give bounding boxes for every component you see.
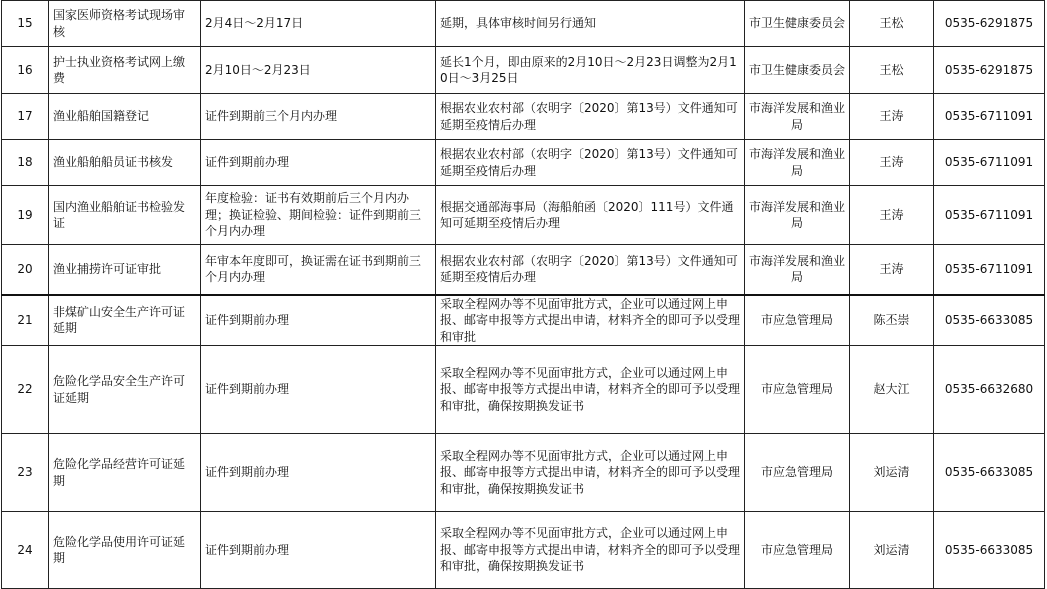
contact-person: 王涛	[850, 140, 934, 186]
row-number: 18	[2, 140, 49, 186]
contact-person: 王涛	[850, 186, 934, 245]
row-number: 21	[2, 295, 49, 346]
table-row	[2, 1, 1045, 47]
contact-phone: 0535-6291875	[934, 1, 1045, 47]
contact-phone: 0535-6633085	[934, 434, 1045, 512]
row-number: 22	[2, 346, 49, 434]
row-number: 20	[2, 245, 49, 295]
department: 市应急管理局	[745, 346, 850, 434]
contact-phone: 0535-6633085	[934, 512, 1045, 589]
table-row	[2, 512, 1045, 589]
item-name: 国家医师资格考试现场审核	[49, 1, 201, 47]
row-number: 19	[2, 186, 49, 245]
handling-period: 证件到期前办理	[201, 512, 436, 589]
contact-phone: 0535-6291875	[934, 47, 1045, 94]
contact-person: 王松	[850, 47, 934, 94]
row-number: 24	[2, 512, 49, 589]
policy-text: 采取全程网办等不见面审批方式，企业可以通过网上申报、邮寄申报等方式提出申请，材料齐全的即可予以受理和审批，确保按期换发证书	[436, 434, 745, 512]
department: 市海洋发展和渔业局	[745, 245, 850, 295]
handling-period: 年度检验：证书有效期前后三个月内办理；换证检验、期间检验：证件到期前三个月内办理	[201, 186, 436, 245]
row-number: 15	[2, 1, 49, 47]
table-row	[2, 346, 1045, 434]
handling-period: 2月10日～2月23日	[201, 47, 436, 94]
department: 市应急管理局	[745, 512, 850, 589]
table-row	[2, 94, 1045, 140]
department: 市海洋发展和渔业局	[745, 94, 850, 140]
contact-person: 赵大江	[850, 346, 934, 434]
contact-person: 刘运清	[850, 434, 934, 512]
department: 市应急管理局	[745, 434, 850, 512]
department: 市应急管理局	[745, 295, 850, 346]
handling-period: 2月4日～2月17日	[201, 1, 436, 47]
row-number: 16	[2, 47, 49, 94]
policy-text: 采取全程网办等不见面审批方式，企业可以通过网上申报、邮寄申报等方式提出申请，材料齐全的即可予以受理和审批	[436, 295, 745, 346]
handling-period: 证件到期前办理	[201, 434, 436, 512]
contact-phone: 0535-6711091	[934, 245, 1045, 295]
policy-text: 采取全程网办等不见面审批方式，企业可以通过网上申报、邮寄申报等方式提出申请，材料齐全的即可予以受理和审批，确保按期换发证书	[436, 512, 745, 589]
table-row	[2, 434, 1045, 512]
item-name: 危险化学品经营许可证延期	[49, 434, 201, 512]
item-name: 渔业船舶船员证书核发	[49, 140, 201, 186]
table-row	[2, 295, 1045, 346]
item-name: 渔业捕捞许可证审批	[49, 245, 201, 295]
handling-period: 年审本年度即可，换证需在证书到期前三个月内办理	[201, 245, 436, 295]
policy-text: 采取全程网办等不见面审批方式，企业可以通过网上申报、邮寄申报等方式提出申请，材料齐全的即可予以受理和审批，确保按期换发证书	[436, 346, 745, 434]
item-name: 非煤矿山安全生产许可证延期	[49, 295, 201, 346]
policy-text: 根据农业农村部（农明字〔2020〕第13号）文件通知可延期至疫情后办理	[436, 94, 745, 140]
handling-period: 证件到期前办理	[201, 295, 436, 346]
contact-phone: 0535-6711091	[934, 94, 1045, 140]
department: 市海洋发展和渔业局	[745, 186, 850, 245]
contact-person: 陈丕崇	[850, 295, 934, 346]
table-row	[2, 186, 1045, 245]
row-number: 23	[2, 434, 49, 512]
contact-person: 王涛	[850, 94, 934, 140]
department: 市海洋发展和渔业局	[745, 140, 850, 186]
table-row	[2, 47, 1045, 94]
department: 市卫生健康委员会	[745, 1, 850, 47]
service-table	[1, 0, 1045, 589]
handling-period: 证件到期前办理	[201, 140, 436, 186]
item-name: 危险化学品安全生产许可证延期	[49, 346, 201, 434]
table-row	[2, 140, 1045, 186]
item-name: 危险化学品使用许可证延期	[49, 512, 201, 589]
item-name: 渔业船舶国籍登记	[49, 94, 201, 140]
contact-person: 王松	[850, 1, 934, 47]
handling-period: 证件到期前办理	[201, 346, 436, 434]
contact-person: 刘运清	[850, 512, 934, 589]
contact-phone: 0535-6711091	[934, 186, 1045, 245]
policy-text: 根据交通部海事局（海船舶函〔2020〕111号）文件通知可延期至疫情后办理	[436, 186, 745, 245]
policy-text: 根据农业农村部（农明字〔2020〕第13号）文件通知可延期至疫情后办理	[436, 245, 745, 295]
contact-phone: 0535-6633085	[934, 295, 1045, 346]
table-row	[2, 245, 1045, 295]
item-name: 国内渔业船舶证书检验发证	[49, 186, 201, 245]
table-body	[2, 1, 1045, 589]
department: 市卫生健康委员会	[745, 47, 850, 94]
item-name: 护士执业资格考试网上缴费	[49, 47, 201, 94]
policy-text: 延期，具体审核时间另行通知	[436, 1, 745, 47]
policy-text: 延长1个月，即由原来的2月10日～2月23日调整为2月10日～3月25日	[436, 47, 745, 94]
row-number: 17	[2, 94, 49, 140]
policy-text: 根据农业农村部（农明字〔2020〕第13号）文件通知可延期至疫情后办理	[436, 140, 745, 186]
handling-period: 证件到期前三个月内办理	[201, 94, 436, 140]
contact-phone: 0535-6632680	[934, 346, 1045, 434]
contact-person: 王涛	[850, 245, 934, 295]
contact-phone: 0535-6711091	[934, 140, 1045, 186]
